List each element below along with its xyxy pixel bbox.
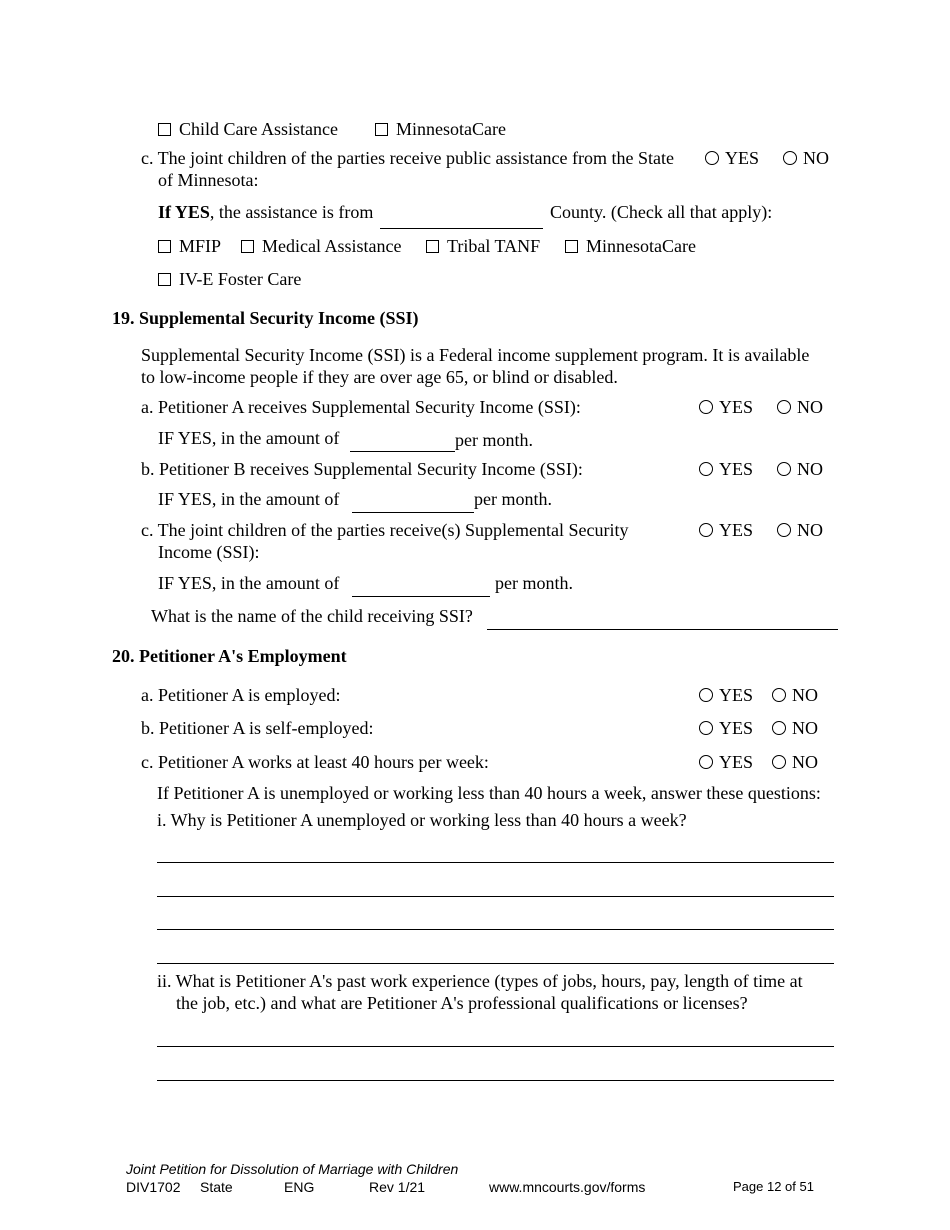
checkbox-icon [158, 240, 171, 253]
unemployed-instruction: If Petitioner A is unemployed or working less than 40 hours a week, answer these questions: [157, 783, 821, 803]
section-20-heading: 20. Petitioner A's Employment [112, 646, 347, 666]
ssi-c-no-radio[interactable]: NO [777, 520, 823, 541]
radio-icon [699, 523, 713, 537]
if-yes-assistance-label: If YES, the assistance is from [158, 202, 374, 222]
county-input[interactable] [380, 228, 543, 229]
emp-b-no-radio[interactable]: NO [772, 718, 818, 739]
ssi-a-question: a. Petitioner A receives Supplemental Security Income (SSI): [141, 397, 581, 417]
radio-icon [772, 688, 786, 702]
emp-b-question: b. Petitioner A is self-employed: [141, 718, 374, 738]
emp-c-no-radio[interactable]: NO [772, 752, 818, 773]
answer-i-line-1[interactable] [157, 862, 834, 863]
answer-i-line-4[interactable] [157, 963, 834, 964]
radio-icon [705, 151, 719, 165]
checkbox-icon [158, 273, 171, 286]
ssi-b-amount-input[interactable] [352, 512, 474, 513]
checkbox-icon [158, 123, 171, 136]
ssi-c-question-line2: Income (SSI): [158, 542, 260, 562]
ssi-b-yes-radio[interactable]: YES [699, 459, 753, 480]
radio-icon [699, 462, 713, 476]
ssi-a-no-radio[interactable]: NO [777, 397, 823, 418]
footer-state: State [200, 1179, 233, 1195]
s18-c-question-line2: of Minnesota: [158, 170, 259, 190]
ssi-c-yes-radio[interactable]: YES [699, 520, 753, 541]
child-name-question: What is the name of the child receiving SSI? [151, 606, 473, 626]
ssi-b-question: b. Petitioner B receives Supplemental Security Income (SSI): [141, 459, 583, 479]
radio-icon [699, 721, 713, 735]
radio-icon [699, 400, 713, 414]
checkbox-tribal-tanf[interactable]: Tribal TANF [426, 236, 540, 257]
checkbox-minnesotacare-top[interactable]: MinnesotaCare [375, 119, 506, 140]
footer-url[interactable]: www.mncourts.gov/forms [489, 1179, 646, 1195]
radio-icon [772, 721, 786, 735]
radio-icon [699, 688, 713, 702]
s18-c-yes-radio[interactable]: YES [705, 148, 759, 169]
answer-ii-line-1[interactable] [157, 1046, 834, 1047]
ssi-b-per-month: per month. [474, 489, 552, 509]
ssi-intro-line1: Supplemental Security Income (SSI) is a Federal income supplement program. It is available [141, 345, 810, 365]
ssi-b-no-radio[interactable]: NO [777, 459, 823, 480]
checkbox-minnesotacare[interactable]: MinnesotaCare [565, 236, 696, 257]
footer-language: ENG [284, 1179, 315, 1195]
checkbox-medical-assistance[interactable]: Medical Assistance [241, 236, 401, 257]
ssi-c-per-month: per month. [495, 573, 573, 593]
radio-icon [699, 755, 713, 769]
answer-i-line-3[interactable] [157, 929, 834, 930]
radio-icon [777, 523, 791, 537]
ssi-a-yes-radio[interactable]: YES [699, 397, 753, 418]
question-ii-line2: the job, etc.) and what are Petitioner A's professional qualifications or licenses? [176, 993, 748, 1013]
s18-c-no-radio[interactable]: NO [783, 148, 829, 169]
ssi-a-per-month: per month. [455, 430, 533, 450]
emp-a-yes-radio[interactable]: YES [699, 685, 753, 706]
ssi-a-amount-input[interactable] [350, 451, 455, 452]
checkbox-icon [426, 240, 439, 253]
emp-b-yes-radio[interactable]: YES [699, 718, 753, 739]
ssi-intro-line2: to low-income people if they are over age 65, or blind or disabled. [141, 367, 618, 387]
footer-form-id: DIV1702 [126, 1179, 181, 1195]
checkbox-icon [375, 123, 388, 136]
radio-icon [777, 462, 791, 476]
footer-page-number: Page 12 of 51 [733, 1179, 814, 1194]
child-name-input[interactable] [487, 629, 838, 630]
question-i: i. Why is Petitioner A unemployed or working less than 40 hours a week? [157, 810, 687, 830]
ssi-a-amount-label: IF YES, in the amount of [158, 428, 340, 448]
footer-form-title: Joint Petition for Dissolution of Marriage with Children [126, 1161, 459, 1177]
checkbox-foster-care[interactable]: IV-E Foster Care [158, 269, 301, 290]
ssi-b-amount-label: IF YES, in the amount of [158, 489, 340, 509]
emp-a-question: a. Petitioner A is employed: [141, 685, 341, 705]
footer-revision: Rev 1/21 [369, 1179, 426, 1195]
radio-icon [783, 151, 797, 165]
ssi-c-amount-label: IF YES, in the amount of [158, 573, 340, 593]
radio-icon [777, 400, 791, 414]
s18-c-question-line1: c. The joint children of the parties receive public assistance from the State [141, 148, 674, 168]
county-label: County. (Check all that apply): [550, 202, 773, 222]
checkbox-child-care-assistance[interactable]: Child Care Assistance [158, 119, 338, 140]
ssi-c-amount-input[interactable] [352, 596, 490, 597]
emp-c-question: c. Petitioner A works at least 40 hours per week: [141, 752, 489, 772]
section-19-heading: 19. Supplemental Security Income (SSI) [112, 308, 419, 328]
answer-ii-line-2[interactable] [157, 1080, 834, 1081]
emp-a-no-radio[interactable]: NO [772, 685, 818, 706]
checkbox-icon [241, 240, 254, 253]
checkbox-icon [565, 240, 578, 253]
question-ii-line1: ii. What is Petitioner A's past work experience (types of jobs, hours, pay, length of time at [157, 971, 803, 991]
checkbox-mfip[interactable]: MFIP [158, 236, 221, 257]
emp-c-yes-radio[interactable]: YES [699, 752, 753, 773]
answer-i-line-2[interactable] [157, 896, 834, 897]
ssi-c-question-line1: c. The joint children of the parties receive(s) Supplemental Security [141, 520, 629, 540]
radio-icon [772, 755, 786, 769]
